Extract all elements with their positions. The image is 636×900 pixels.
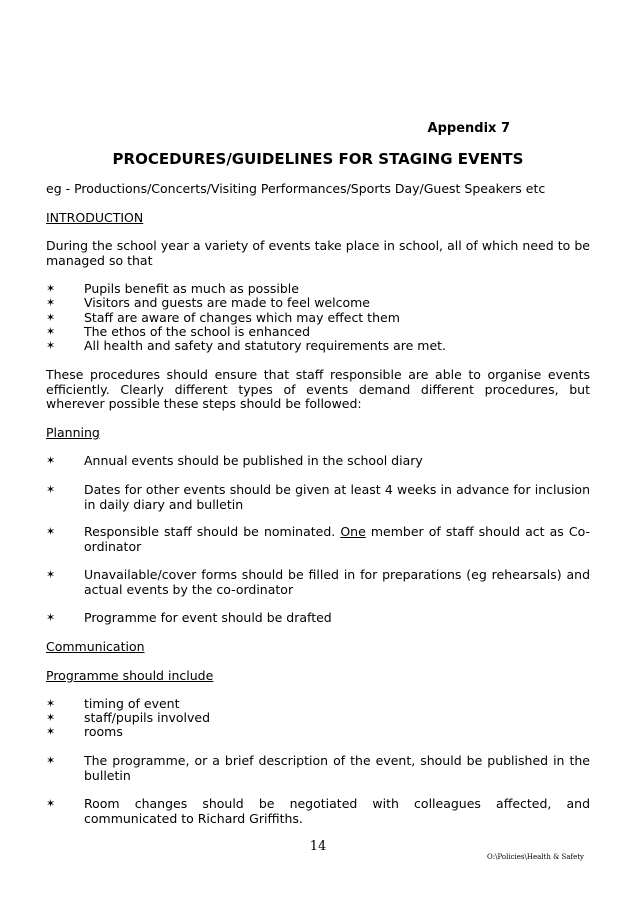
bullet-star-icon: ✶	[46, 296, 56, 309]
list-item-text: The ethos of the school is enhanced	[84, 324, 311, 339]
list-item-text: rooms	[84, 724, 123, 739]
one-emphasis: One	[340, 524, 366, 539]
list-item-text: timing of event	[84, 696, 180, 711]
page-title: PROCEDURES/GUIDELINES FOR STAGING EVENTS	[112, 150, 524, 168]
bullet-star-icon: ✶	[46, 568, 56, 581]
bullet-star-icon: ✶	[46, 754, 56, 767]
bullet-star-icon: ✶	[46, 797, 56, 810]
list-item-text: All health and safety and statutory requirements are met.	[84, 338, 447, 353]
subtitle: eg - Productions/Concerts/Visiting Performances/Sports Day/Guest Speakers etc	[46, 181, 546, 196]
list-item-text: Visitors and guests are made to feel welcome	[84, 295, 370, 310]
list-item-text: Programme for event should be drafted	[84, 610, 332, 625]
bullet-star-icon: ✶	[46, 282, 56, 295]
introduction-text: During the school year a variety of events take place in school, all of which need to be managed so that	[46, 238, 590, 268]
introduction-heading: INTRODUCTION	[46, 210, 144, 225]
list-item-text: Dates for other events should be given at least 4 weeks in advance for inclusion in daily diary and bulletin	[84, 482, 590, 512]
list-item-text: Annual events should be published in the school diary	[84, 453, 423, 468]
footer-path: O:\Policies\Health & Safety	[487, 853, 584, 861]
programme-heading: Programme should include	[46, 668, 214, 683]
planning-heading: Planning	[46, 425, 100, 440]
bullet-star-icon: ✶	[46, 483, 56, 496]
appendix-label: Appendix 7	[427, 121, 510, 136]
list-item-text: Unavailable/cover forms should be filled in for preparations (eg rehearsals) and actual events by the co-ordinator	[84, 567, 590, 597]
communication-heading: Communication	[46, 639, 145, 654]
nominated-text: Responsible staff should be nominated.	[84, 524, 341, 539]
list-item-text	[84, 525, 590, 554]
bullet-star-icon: ✶	[46, 525, 56, 538]
bullet-star-icon: ✶	[46, 697, 56, 710]
bullet-star-icon: ✶	[46, 339, 56, 352]
bullet-star-icon: ✶	[46, 711, 56, 724]
list-item-text: Staff are aware of changes which may effect them	[84, 310, 400, 325]
bullet-star-icon: ✶	[46, 454, 56, 467]
list-item-text: staff/pupils involved	[84, 710, 211, 725]
bullet-star-icon: ✶	[46, 725, 56, 738]
procedures-text: These procedures should ensure that staff responsible are able to organise events efficiently. Clearly different types of events demand different procedures, but wherever possible these steps should be followed:	[46, 367, 590, 411]
list-item-text: Pupils benefit as much as possible	[84, 281, 299, 296]
bullet-star-icon: ✶	[46, 325, 56, 338]
list-item-text: Room changes should be negotiated with colleagues affected, and communicated to Richard Griffiths.	[84, 796, 590, 826]
coordinator-text: member of staff should act as Co-ordinator	[84, 524, 590, 554]
page-number: 14	[309, 839, 327, 854]
list-item-text: The programme, or a brief description of the event, should be published in the bulletin	[84, 753, 590, 783]
bullet-star-icon: ✶	[46, 611, 56, 624]
bullet-star-icon: ✶	[46, 311, 56, 324]
